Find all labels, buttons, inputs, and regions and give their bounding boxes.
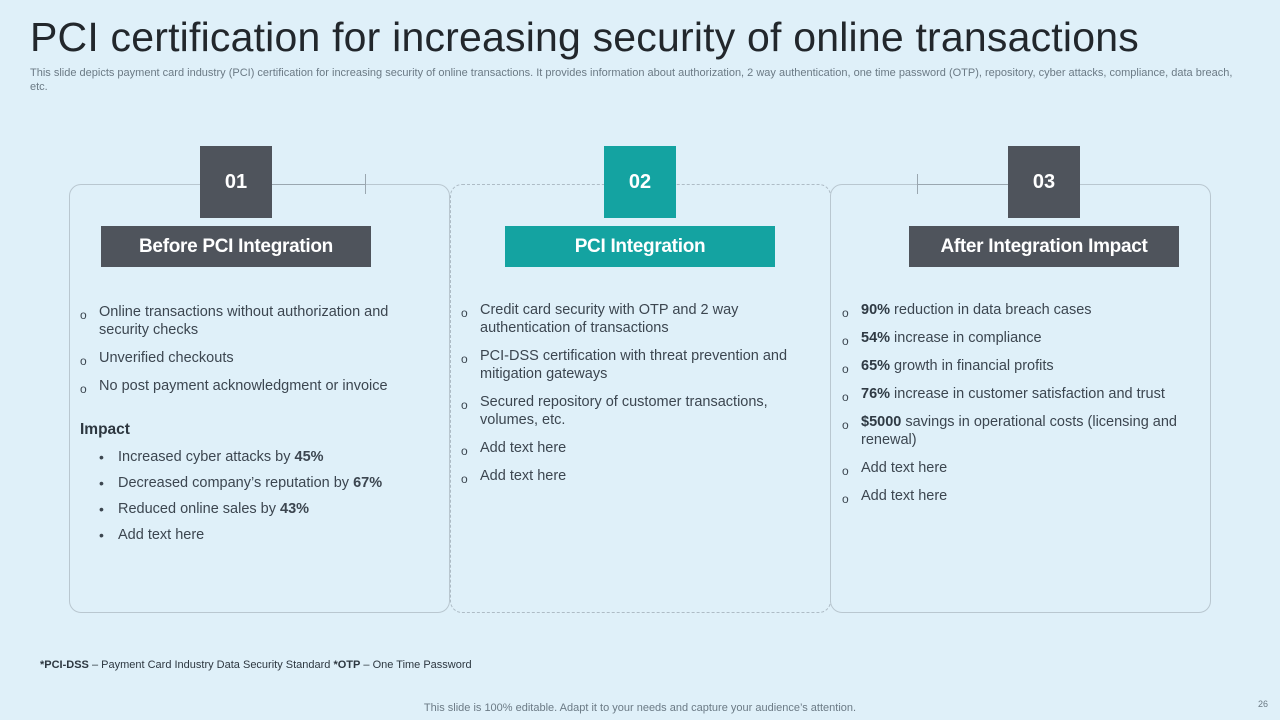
connector-tick-right bbox=[917, 174, 918, 194]
list-item: o Add text here bbox=[461, 468, 567, 486]
list-item: o 76% increase in customer satisfaction and trust bbox=[842, 386, 1165, 404]
circle-bullet-icon: o bbox=[461, 472, 468, 486]
circle-bullet-icon: o bbox=[461, 444, 468, 458]
dot-bullet-icon: • bbox=[99, 527, 104, 543]
list-item: o PCI-DSS certification with threat prevention and mitigation gateways bbox=[461, 348, 788, 382]
integration-list bbox=[461, 301, 806, 495]
page-subtitle: This slide depicts payment card industry (PCI) certification for increasing security of online transactions. It provides information about authorization, 2 way authentication, one time password (OTP), repository, cyber attacks, compliance, data breach, etc. bbox=[30, 67, 1233, 93]
circle-bullet-icon: o bbox=[842, 492, 849, 506]
list-item: o Add text here bbox=[461, 440, 567, 458]
list-item: o 90% reduction in data breach cases bbox=[842, 302, 1092, 320]
list-item: o Add text here bbox=[842, 460, 948, 478]
list-item: o Add text here bbox=[842, 488, 948, 506]
circle-bullet-icon: o bbox=[842, 418, 849, 432]
list-item: • Decreased company’s reputation by 67% bbox=[99, 475, 383, 491]
connector-tick-left bbox=[365, 174, 366, 194]
circle-bullet-icon: o bbox=[842, 390, 849, 404]
before-list bbox=[80, 303, 420, 405]
dot-bullet-icon: • bbox=[99, 475, 104, 491]
list-item: o Credit card security with OTP and 2 way authentication of transactions bbox=[461, 302, 739, 336]
impact-title: Impact bbox=[80, 421, 130, 438]
heading-before: Before PCI Integration bbox=[101, 226, 371, 267]
list-item: o 65% growth in financial profits bbox=[842, 358, 1054, 376]
footnote: *PCI-DSS – Payment Card Industry Data Security Standard *OTP – One Time Password bbox=[40, 659, 472, 671]
list-item: o Secured repository of customer transactions, volumes, etc. bbox=[461, 394, 768, 428]
step-number-03: 03 bbox=[1008, 146, 1080, 218]
page-title: PCI certification for increasing security of online transactions bbox=[30, 14, 1139, 60]
list-item: o Unverified checkouts bbox=[80, 350, 234, 368]
circle-bullet-icon: o bbox=[80, 354, 87, 368]
circle-bullet-icon: o bbox=[461, 398, 468, 412]
list-item: • Increased cyber attacks by 45% bbox=[99, 449, 324, 465]
dot-bullet-icon: • bbox=[99, 501, 104, 517]
list-item: o $5000 savings in operational costs (licensing and renewal) bbox=[842, 414, 1177, 448]
list-item: • Reduced online sales by 43% bbox=[99, 501, 310, 517]
after-list bbox=[842, 301, 1192, 515]
connector-line-left bbox=[271, 184, 366, 185]
list-item: o 54% increase in compliance bbox=[842, 330, 1042, 348]
list-item: o No post payment acknowledgment or invoice bbox=[80, 378, 388, 396]
impact-list bbox=[99, 448, 382, 552]
circle-bullet-icon: o bbox=[842, 306, 849, 320]
dot-bullet-icon: • bbox=[99, 449, 104, 465]
list-item: o Online transactions without authorization and security checks bbox=[80, 304, 389, 338]
circle-bullet-icon: o bbox=[80, 382, 87, 396]
circle-bullet-icon: o bbox=[80, 308, 87, 322]
page-number: 26 bbox=[1257, 699, 1268, 709]
circle-bullet-icon: o bbox=[842, 334, 849, 348]
circle-bullet-icon: o bbox=[842, 464, 849, 478]
circle-bullet-icon: o bbox=[461, 352, 468, 366]
circle-bullet-icon: o bbox=[842, 362, 849, 376]
heading-integration: PCI Integration bbox=[505, 226, 775, 267]
editable-note: This slide is 100% editable. Adapt it to your needs and capture your audience’s attention. bbox=[423, 702, 857, 714]
step-number-02: 02 bbox=[604, 146, 676, 218]
step-number-01: 01 bbox=[200, 146, 272, 218]
circle-bullet-icon: o bbox=[461, 306, 468, 320]
connector-line-right bbox=[918, 184, 1008, 185]
heading-after: After Integration Impact bbox=[909, 226, 1179, 267]
list-item: • Add text here bbox=[99, 527, 205, 543]
